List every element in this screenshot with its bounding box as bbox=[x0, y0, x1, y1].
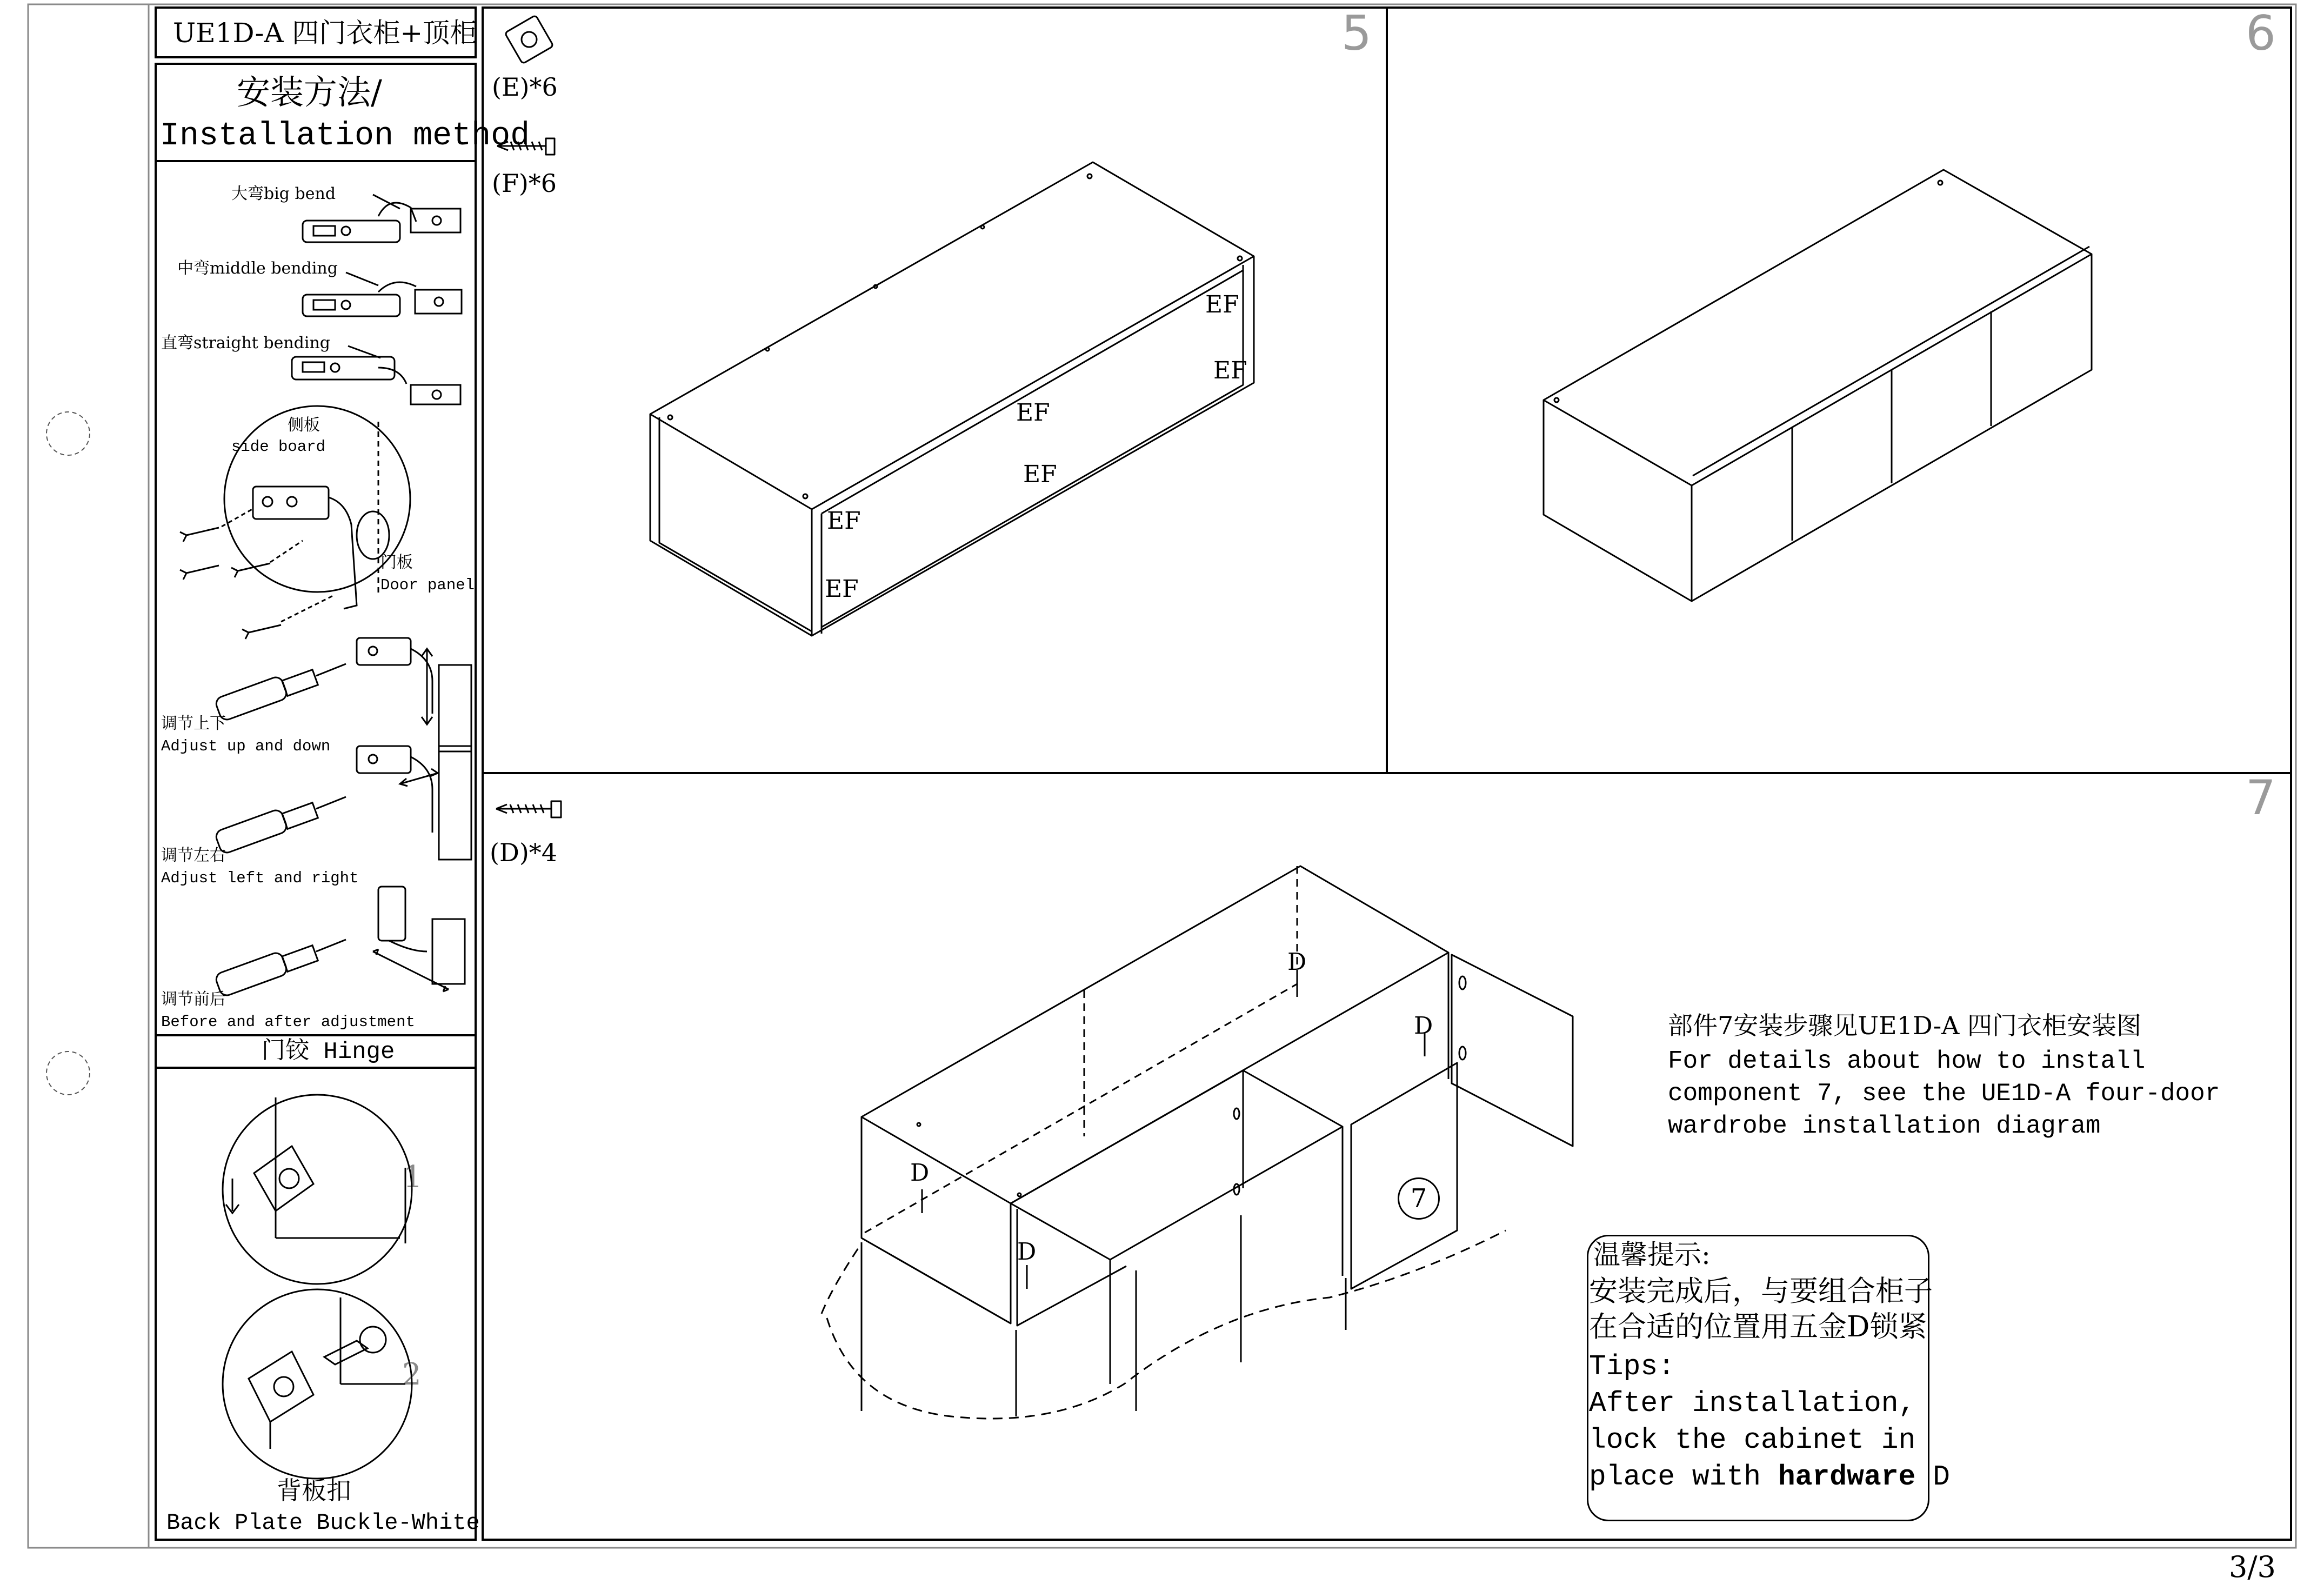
step-marker-1: 1 bbox=[403, 1160, 423, 1195]
adjust-lr-en: Adjust left and right bbox=[161, 869, 359, 887]
adjust-ud-cn: 调节上下 bbox=[161, 714, 226, 733]
document-title: UE1D-A 四门衣柜+顶柜 bbox=[173, 17, 477, 49]
hinge-label: 门铰 Hinge bbox=[262, 1039, 395, 1066]
method-title-en: Installation method bbox=[160, 118, 530, 155]
step-marker-2: 2 bbox=[402, 1357, 422, 1392]
straight-bend-label: 直弯straight bending bbox=[161, 334, 330, 352]
adjust-ud-en: Adjust up and down bbox=[161, 737, 331, 755]
d-label: D bbox=[1287, 948, 1307, 976]
step-7-number: 7 bbox=[2246, 770, 2276, 826]
tips-line-cn-2: 在合适的位置用五金D锁紧 bbox=[1589, 1310, 1927, 1343]
part-e-qty: (E)*6 bbox=[492, 72, 558, 102]
tips-line-en-3-c: D bbox=[1915, 1461, 1950, 1493]
big-bend-label: 大弯big bend bbox=[231, 184, 336, 203]
page-number: 3/3 bbox=[2229, 1550, 2276, 1584]
step7-note-en-1: For details about how to install bbox=[1668, 1047, 2146, 1075]
buckle-cn: 背板扣 bbox=[277, 1476, 351, 1505]
ef-label: EF bbox=[827, 507, 861, 535]
side-board-cn: 侧板 bbox=[288, 416, 320, 435]
method-title-cn: 安装方法/ bbox=[237, 72, 382, 112]
step7-note-en-2: component 7, see the UE1D-A four-door bbox=[1668, 1080, 2220, 1108]
door-panel-cn: 门板 bbox=[380, 553, 413, 572]
screw-f-icon bbox=[497, 138, 555, 155]
step7-note-cn: 部件7安装步骤见UE1D-A 四门衣柜安装图 bbox=[1668, 1011, 2141, 1040]
ef-label: EF bbox=[1016, 399, 1050, 427]
ef-label: EF bbox=[1023, 461, 1057, 488]
step5-cabinet-carcass bbox=[650, 162, 1254, 636]
step7-note-en-3: wardrobe installation diagram bbox=[1668, 1112, 2101, 1140]
step6-finished-cabinet bbox=[1544, 170, 2092, 601]
part-d-qty: (D)*4 bbox=[490, 838, 558, 867]
d-label: D bbox=[1414, 1012, 1433, 1040]
screw-d-icon bbox=[496, 801, 561, 817]
tips-title-cn: 温馨提示: bbox=[1593, 1239, 1711, 1270]
ef-label: EF bbox=[1205, 291, 1239, 318]
cam-lock-e-icon bbox=[505, 15, 553, 64]
adjust-lr-cn: 调节左右 bbox=[161, 846, 226, 865]
tips-line-en-2: lock the cabinet in bbox=[1589, 1424, 1916, 1456]
step-6-number: 6 bbox=[2246, 5, 2276, 61]
adjust-fb-cn: 调节前后 bbox=[161, 990, 226, 1009]
tips-hardware-word: hardware bbox=[1778, 1461, 1916, 1493]
tips-title-en: Tips: bbox=[1589, 1350, 1675, 1383]
door-panel-en: Door panel bbox=[380, 576, 475, 594]
part-f-qty: (F)*6 bbox=[492, 169, 557, 198]
step-5-number: 5 bbox=[1341, 5, 1372, 61]
tips-line-en-1: After installation, bbox=[1589, 1387, 1916, 1420]
middle-bend-label: 中弯middle bending bbox=[177, 259, 338, 278]
tips-line-cn-1: 安装完成后，与要组合柜子 bbox=[1589, 1275, 1933, 1308]
d-label: D bbox=[910, 1159, 930, 1187]
ef-label: EF bbox=[825, 575, 859, 603]
adjust-fb-en: Before and after adjustment bbox=[161, 1013, 415, 1031]
tips-line-en-3-a: place with bbox=[1589, 1461, 1778, 1493]
ef-label: EF bbox=[1213, 357, 1247, 384]
step7-assembly bbox=[822, 866, 1573, 1419]
side-board-en: side board bbox=[231, 438, 326, 456]
buckle-en: Back Plate Buckle-White bbox=[166, 1510, 480, 1536]
d-label: D bbox=[1017, 1238, 1037, 1266]
component-7-number: 7 bbox=[1410, 1183, 1427, 1214]
